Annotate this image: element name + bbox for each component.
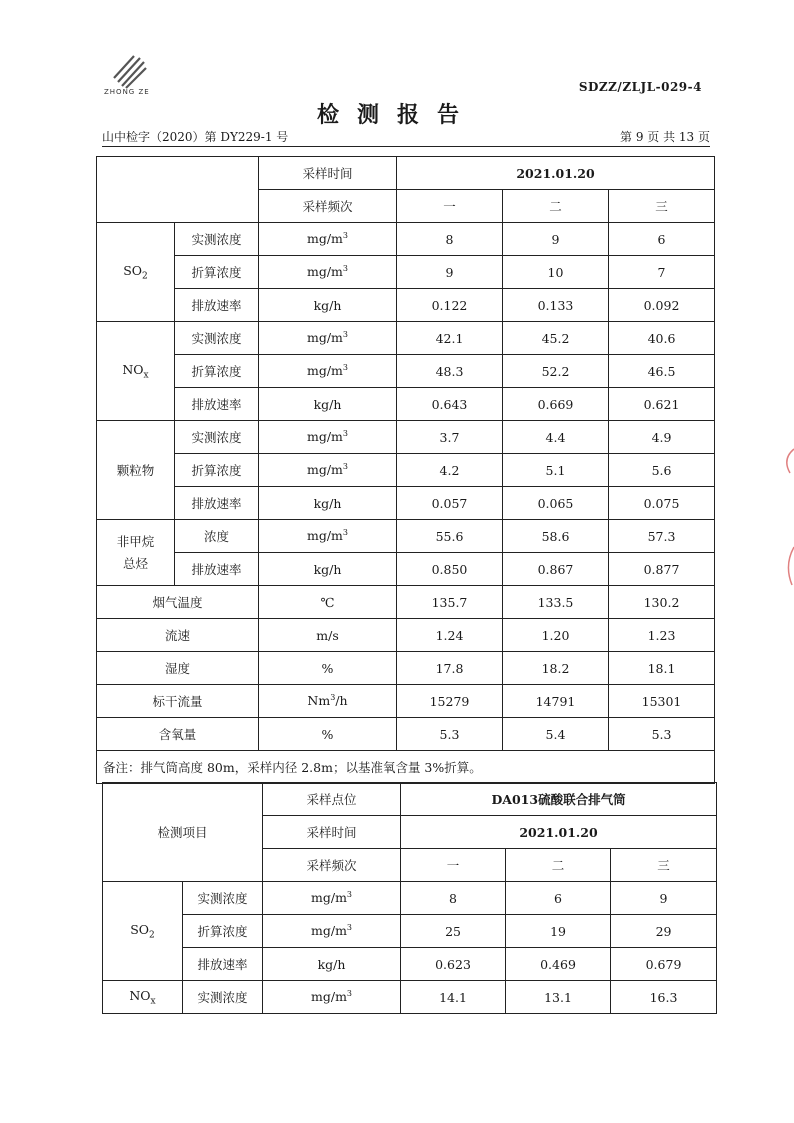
value-cell: 52.2 — [503, 355, 609, 388]
value-cell: 133.5 — [503, 586, 609, 619]
unit-cell: kg/h — [259, 388, 397, 421]
sampling-date: 2021.01.20 — [397, 157, 715, 190]
table-row — [97, 718, 715, 751]
value-cell: 58.6 — [503, 520, 609, 553]
value-cell: 0.643 — [397, 388, 503, 421]
pollutant-nox: $NO_x$ — [103, 981, 183, 1014]
row-label: 实测浓度 — [175, 223, 259, 256]
table-row — [97, 586, 715, 619]
table-row — [97, 619, 715, 652]
value-cell: 5.3 — [397, 718, 503, 751]
value-cell: 18.1 — [609, 652, 715, 685]
unit-cell: Nm$^3$/h — [259, 685, 397, 718]
freq-3: 三 — [609, 190, 715, 223]
row-label: 实测浓度 — [183, 981, 263, 1014]
table-row — [97, 553, 715, 586]
value-cell: 40.6 — [609, 322, 715, 355]
freq-1: 一 — [397, 190, 503, 223]
param-label: 烟气温度 — [97, 586, 259, 619]
unit-cell: kg/h — [259, 487, 397, 520]
sampling-point: DA013硫酸联合排气筒 — [401, 783, 717, 816]
table-row — [97, 322, 715, 355]
unit-cell: m/s — [259, 619, 397, 652]
pollutant-nox: $NO_x$ — [97, 322, 175, 421]
value-cell: 0.092 — [609, 289, 715, 322]
value-cell: 42.1 — [397, 322, 503, 355]
value-cell: 0.065 — [503, 487, 609, 520]
value-cell: 0.679 — [611, 948, 717, 981]
value-cell: 0.623 — [401, 948, 506, 981]
value-cell: 57.3 — [609, 520, 715, 553]
value-cell: 0.877 — [609, 553, 715, 586]
param-label: 含氧量 — [97, 718, 259, 751]
measurement-table-1 — [96, 156, 715, 784]
value-cell: 0.867 — [503, 553, 609, 586]
sampling-time-label: 采样时间 — [259, 157, 397, 190]
row-label: 排放速率 — [183, 948, 263, 981]
row-label: 排放速率 — [175, 388, 259, 421]
freq-3: 三 — [611, 849, 717, 882]
value-cell: 15301 — [609, 685, 715, 718]
freq-1: 一 — [401, 849, 506, 882]
value-cell: 9 — [611, 882, 717, 915]
report-number: 山中检字（2020）第 DY229-1 号 — [102, 130, 289, 144]
value-cell: 10 — [503, 256, 609, 289]
unit-cell: % — [259, 718, 397, 751]
sampling-date: 2021.01.20 — [401, 816, 717, 849]
value-cell: 5.3 — [609, 718, 715, 751]
page-title: 检测报告 — [316, 102, 477, 128]
table-row — [103, 915, 717, 948]
value-cell: 130.2 — [609, 586, 715, 619]
value-cell: 5.4 — [503, 718, 609, 751]
value-cell: 0.057 — [397, 487, 503, 520]
table-note: 备注：排气筒高度 80m，采样内径 2.8m；以基准氧含量 3%折算。 — [97, 751, 715, 784]
value-cell: 55.6 — [397, 520, 503, 553]
unit-cell: $mg/m^3$ — [259, 223, 397, 256]
table-row — [97, 454, 715, 487]
document-code: SDZZ/ZLJL-029-4 — [578, 80, 702, 94]
unit-cell: $mg/m^3$ — [263, 981, 401, 1014]
pollutant-so2: $SO_2$ — [103, 882, 183, 981]
table-row — [103, 981, 717, 1014]
table-row — [97, 256, 715, 289]
row-label: 折算浓度 — [175, 256, 259, 289]
page-indicator: 第 9 页 共 13 页 — [620, 130, 710, 144]
value-cell: 46.5 — [609, 355, 715, 388]
value-cell: 8 — [401, 882, 506, 915]
param-label: 标干流量 — [97, 685, 259, 718]
unit-cell: $mg/m^3$ — [259, 355, 397, 388]
value-cell: 6 — [506, 882, 611, 915]
table-row — [97, 157, 715, 190]
freq-2: 二 — [506, 849, 611, 882]
row-label: 折算浓度 — [175, 454, 259, 487]
table-row — [97, 652, 715, 685]
unit-cell: ℃ — [259, 586, 397, 619]
unit-cell: $mg/m^3$ — [259, 256, 397, 289]
value-cell: 5.6 — [609, 454, 715, 487]
value-cell: 0.850 — [397, 553, 503, 586]
row-label: 实测浓度 — [175, 421, 259, 454]
value-cell: 25 — [401, 915, 506, 948]
table-row — [97, 388, 715, 421]
value-cell: 17.8 — [397, 652, 503, 685]
value-cell: 0.075 — [609, 487, 715, 520]
freq-2: 二 — [503, 190, 609, 223]
seal-edge-icon — [780, 445, 794, 505]
table-row — [97, 487, 715, 520]
table-row — [97, 355, 715, 388]
value-cell: 6 — [609, 223, 715, 256]
pollutant-pm: 颗粒物 — [97, 421, 175, 520]
table-row — [97, 421, 715, 454]
value-cell: 9 — [397, 256, 503, 289]
corner-cell — [97, 157, 259, 223]
value-cell: 4.4 — [503, 421, 609, 454]
item-label: 检测项目 — [103, 783, 263, 882]
value-cell: 19 — [506, 915, 611, 948]
value-cell: 4.9 — [609, 421, 715, 454]
value-cell: 7 — [609, 256, 715, 289]
value-cell: 18.2 — [503, 652, 609, 685]
value-cell: 0.122 — [397, 289, 503, 322]
logo-text: ZHONG ZE — [104, 88, 150, 96]
pollutant-nmhc: 非甲烷 总烃 — [97, 520, 175, 586]
unit-cell: $mg/m^3$ — [259, 454, 397, 487]
unit-cell: $mg/m^3$ — [263, 882, 401, 915]
value-cell: 0.621 — [609, 388, 715, 421]
value-cell: 1.20 — [503, 619, 609, 652]
value-cell: 1.24 — [397, 619, 503, 652]
value-cell: 14791 — [503, 685, 609, 718]
value-cell: 48.3 — [397, 355, 503, 388]
row-label: 排放速率 — [175, 553, 259, 586]
value-cell: 13.1 — [506, 981, 611, 1014]
row-label: 实测浓度 — [175, 322, 259, 355]
value-cell: 0.133 — [503, 289, 609, 322]
row-label: 浓度 — [175, 520, 259, 553]
value-cell: 5.1 — [503, 454, 609, 487]
unit-cell: $mg/m^3$ — [259, 421, 397, 454]
sampling-freq-label: 采样频次 — [263, 849, 401, 882]
unit-cell: $mg/m^3$ — [263, 915, 401, 948]
sampling-freq-label: 采样频次 — [259, 190, 397, 223]
value-cell: 8 — [397, 223, 503, 256]
value-cell: 14.1 — [401, 981, 506, 1014]
value-cell: 0.469 — [506, 948, 611, 981]
row-label: 折算浓度 — [183, 915, 263, 948]
table-row — [97, 223, 715, 256]
value-cell: 15279 — [397, 685, 503, 718]
seal-edge-icon — [780, 545, 794, 605]
measurement-table-2 — [102, 782, 717, 1014]
table-row — [97, 685, 715, 718]
row-label: 折算浓度 — [175, 355, 259, 388]
unit-cell: % — [259, 652, 397, 685]
value-cell: 4.2 — [397, 454, 503, 487]
table-row — [97, 520, 715, 553]
param-label: 流速 — [97, 619, 259, 652]
value-cell: 16.3 — [611, 981, 717, 1014]
row-label: 排放速率 — [175, 289, 259, 322]
value-cell: 45.2 — [503, 322, 609, 355]
value-cell: 0.669 — [503, 388, 609, 421]
value-cell: 1.23 — [609, 619, 715, 652]
unit-cell: kg/h — [259, 553, 397, 586]
table-row — [97, 751, 715, 784]
table-row — [103, 882, 717, 915]
row-label: 排放速率 — [175, 487, 259, 520]
pollutant-so2: $SO_2$ — [97, 223, 175, 322]
row-label: 实测浓度 — [183, 882, 263, 915]
param-label: 湿度 — [97, 652, 259, 685]
unit-cell: $mg/m^3$ — [259, 520, 397, 553]
header-divider — [102, 146, 710, 147]
value-cell: 3.7 — [397, 421, 503, 454]
table-row — [103, 948, 717, 981]
table-row — [103, 783, 717, 816]
unit-cell: $mg/m^3$ — [259, 322, 397, 355]
value-cell: 29 — [611, 915, 717, 948]
sampling-time-label: 采样时间 — [263, 816, 401, 849]
value-cell: 9 — [503, 223, 609, 256]
table-row — [97, 289, 715, 322]
sampling-point-label: 采样点位 — [263, 783, 401, 816]
value-cell: 135.7 — [397, 586, 503, 619]
unit-cell: kg/h — [263, 948, 401, 981]
unit-cell: kg/h — [259, 289, 397, 322]
